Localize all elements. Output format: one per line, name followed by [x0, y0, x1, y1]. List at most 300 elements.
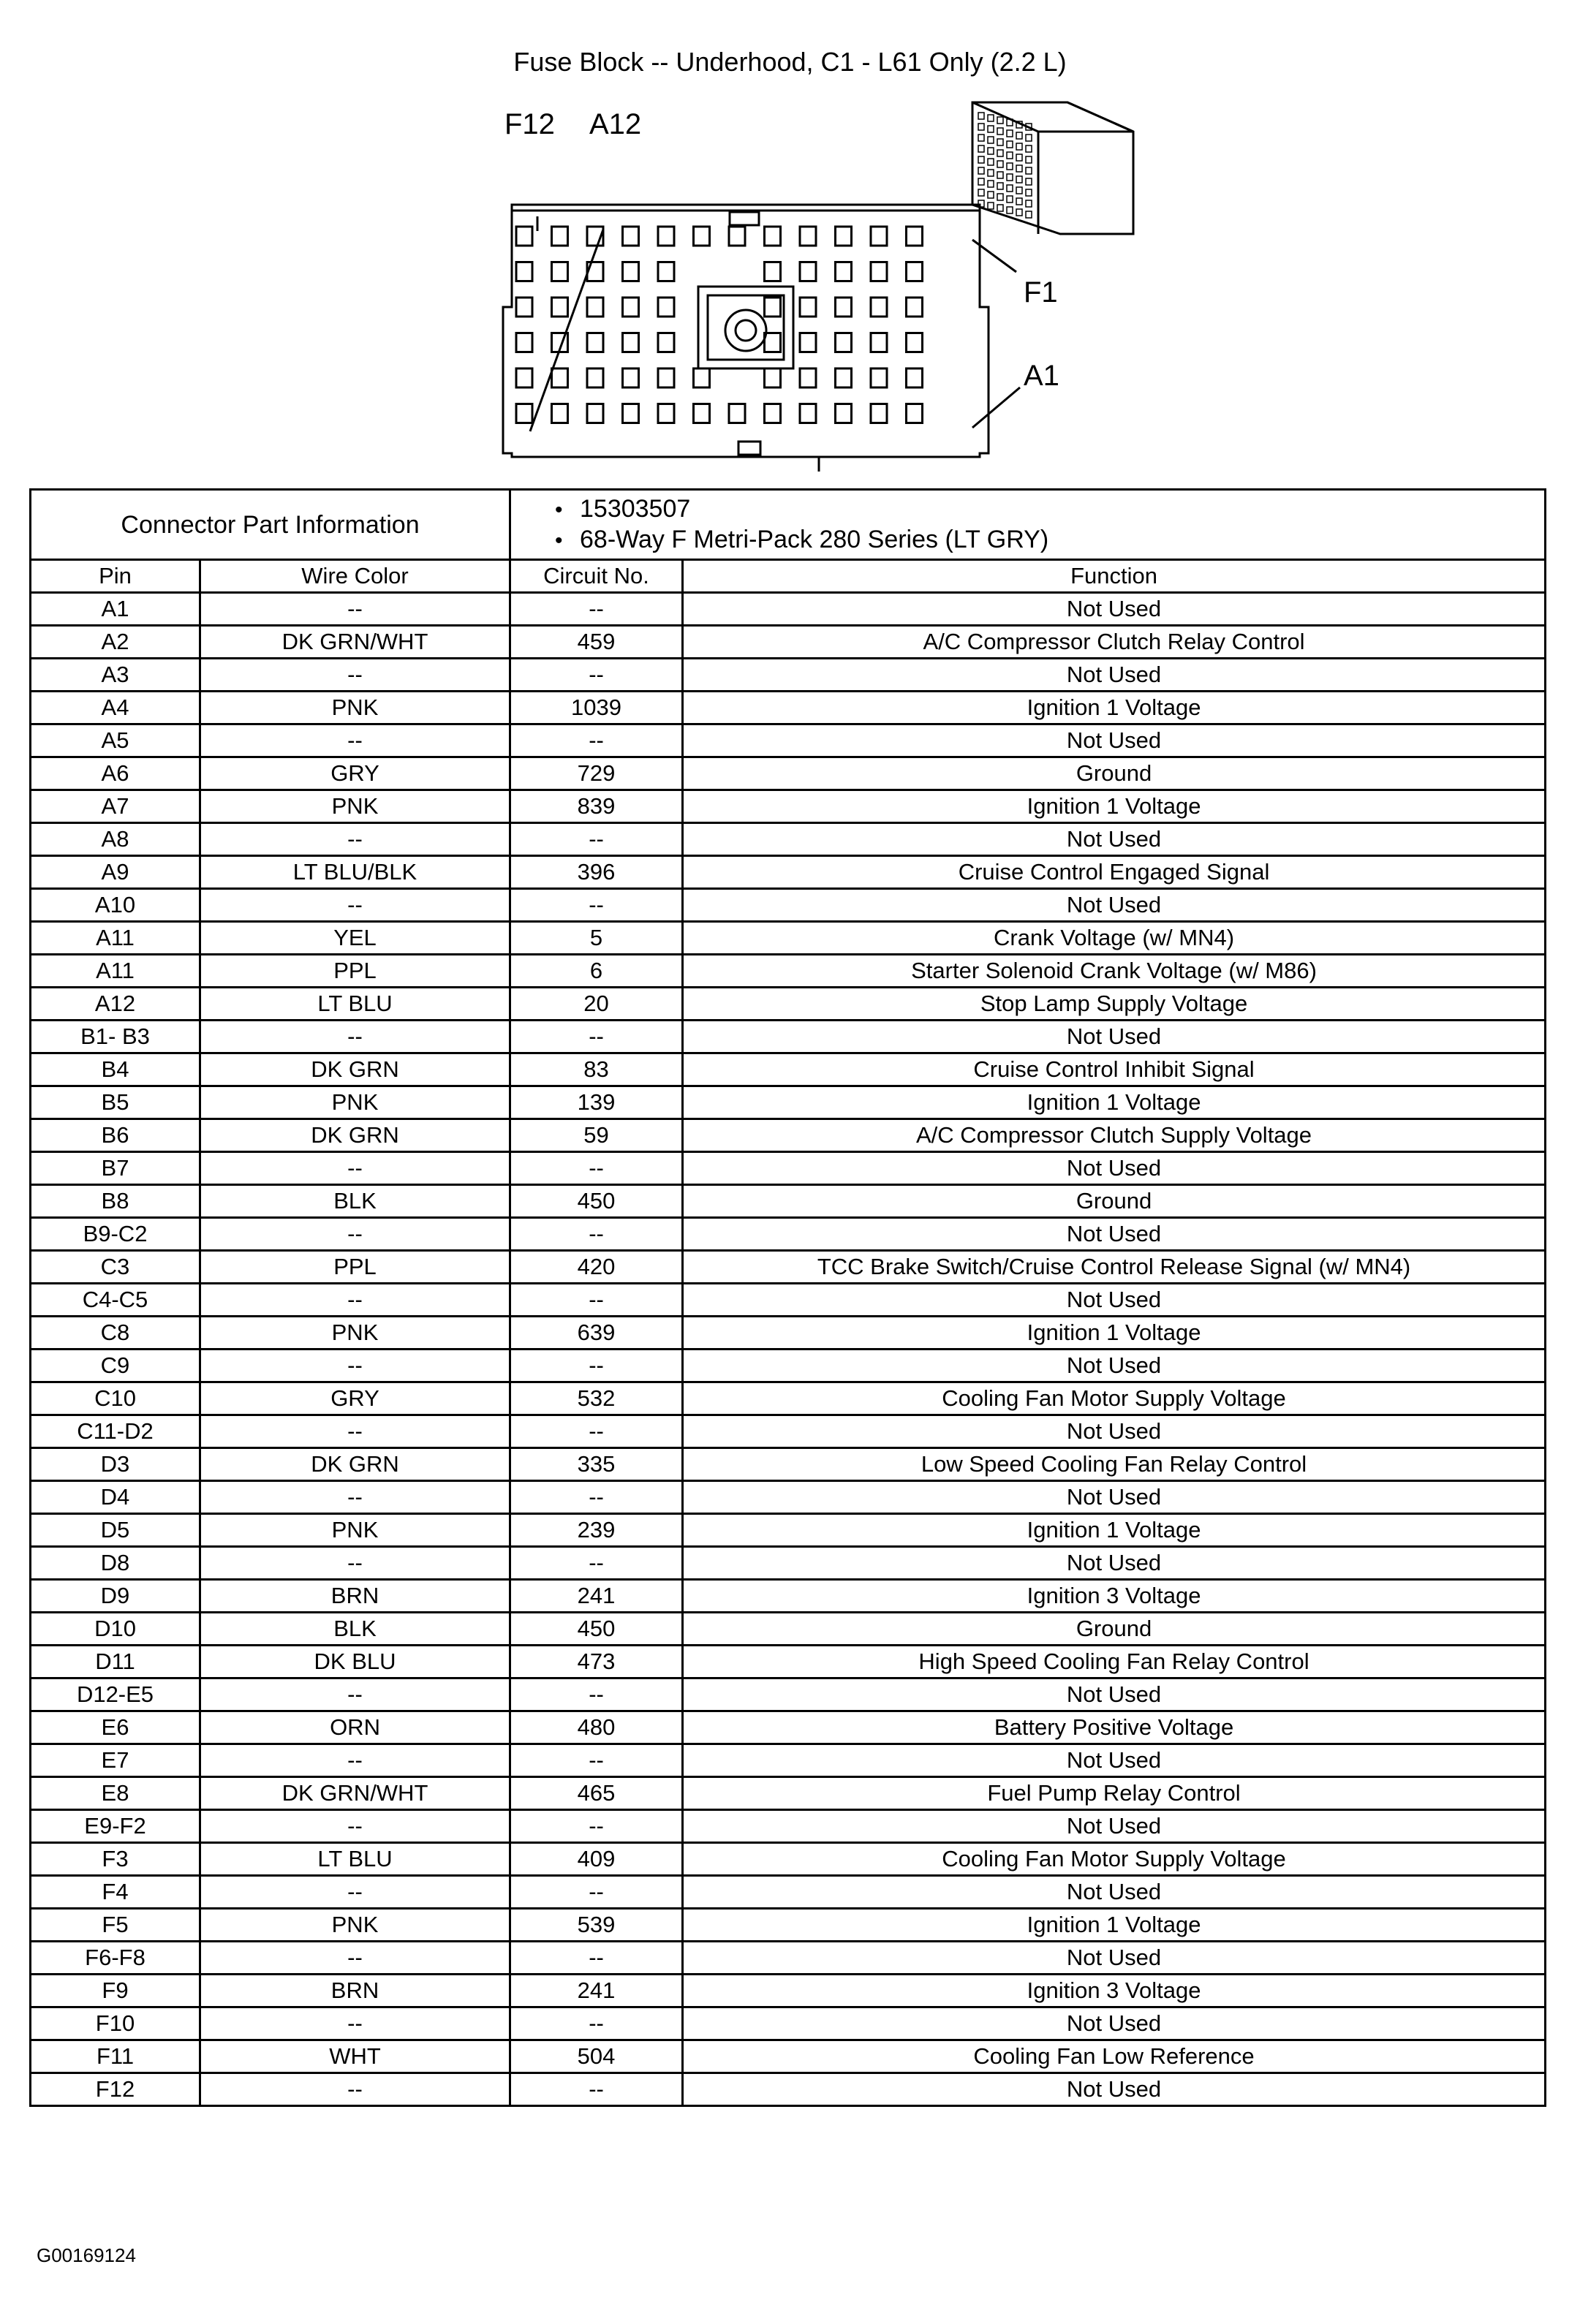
cell-function: Not Used: [683, 889, 1546, 922]
table-row: [31, 1218, 1546, 1251]
cell-circuit-no: 480: [510, 1711, 683, 1744]
table-row: [31, 1481, 1546, 1514]
cell-function: TCC Brake Switch/Cruise Control Release Signal (w/ MN4): [683, 1251, 1546, 1284]
table-row: [31, 1909, 1546, 1942]
cell-wire-color: --: [200, 1350, 510, 1382]
table-row: [31, 1053, 1546, 1086]
pin-cavity: [516, 368, 532, 387]
col-header-circuit-no: Circuit No.: [510, 560, 683, 593]
pin-cavity: [836, 404, 852, 423]
pin-cavity: [623, 262, 639, 281]
cell-wire-color: --: [200, 889, 510, 922]
cell-pin: D5: [31, 1514, 200, 1547]
perspective-cavity: [978, 189, 984, 196]
cell-function: Not Used: [683, 1350, 1546, 1382]
pin-cavity: [694, 404, 710, 423]
cell-wire-color: --: [200, 1942, 510, 1975]
table-row: [31, 955, 1546, 988]
cell-pin: D4: [31, 1481, 200, 1514]
cell-circuit-no: --: [510, 1218, 683, 1251]
table-row: [31, 856, 1546, 889]
cell-function: Ground: [683, 757, 1546, 790]
pin-cavity: [587, 368, 603, 387]
cell-function: Ignition 1 Voltage: [683, 1086, 1546, 1119]
cell-function: A/C Compressor Clutch Relay Control: [683, 626, 1546, 659]
pin-cavity: [871, 368, 887, 387]
cell-pin: A1: [31, 593, 200, 626]
label-a12: A12: [589, 108, 642, 140]
pin-cavity: [907, 262, 923, 281]
cell-function: Not Used: [683, 593, 1546, 626]
label-f1: F1: [1024, 276, 1058, 309]
table-row: [31, 1119, 1546, 1152]
pin-cavity: [658, 298, 674, 317]
perspective-cavity: [978, 113, 984, 119]
perspective-cavity: [997, 172, 1003, 178]
table-row: [31, 889, 1546, 922]
cell-function: Low Speed Cooling Fan Relay Control: [683, 1448, 1546, 1481]
pin-cavity: [658, 368, 674, 387]
table-row: [31, 626, 1546, 659]
cell-function: Not Used: [683, 724, 1546, 757]
cell-function: Crank Voltage (w/ MN4): [683, 922, 1546, 955]
table-row: [31, 1514, 1546, 1547]
cell-function: Ground: [683, 1613, 1546, 1646]
cell-circuit-no: 239: [510, 1514, 683, 1547]
cell-circuit-no: --: [510, 724, 683, 757]
table-row: [31, 1711, 1546, 1744]
pin-cavity: [552, 227, 568, 246]
table-row: [31, 2040, 1546, 2073]
cell-wire-color: --: [200, 724, 510, 757]
cell-circuit-no: 1039: [510, 692, 683, 724]
cell-pin: A4: [31, 692, 200, 724]
cell-wire-color: BRN: [200, 1580, 510, 1613]
part-description: • 68-Way F Metri-Pack 280 Series (LT GRY): [555, 525, 1544, 556]
connector-pinout-table: [29, 488, 1546, 2107]
perspective-cavity: [988, 148, 994, 154]
cell-wire-color: --: [200, 1481, 510, 1514]
cell-circuit-no: 83: [510, 1053, 683, 1086]
cell-function: High Speed Cooling Fan Relay Control: [683, 1646, 1546, 1678]
connector-part-details: [510, 490, 1546, 560]
cell-function: Cooling Fan Motor Supply Voltage: [683, 1382, 1546, 1415]
part-number: • 15303507: [555, 494, 1544, 525]
table-row: [31, 1843, 1546, 1876]
pin-cavity: [516, 227, 532, 246]
cell-wire-color: --: [200, 1415, 510, 1448]
pin-cavity: [871, 227, 887, 246]
cell-circuit-no: 335: [510, 1448, 683, 1481]
cell-wire-color: LT BLU: [200, 988, 510, 1021]
cell-pin: A2: [31, 626, 200, 659]
cell-pin: F10: [31, 2007, 200, 2040]
cell-circuit-no: --: [510, 1678, 683, 1711]
perspective-cavity: [988, 170, 994, 176]
cell-wire-color: --: [200, 1876, 510, 1909]
pin-cavity: [836, 227, 852, 246]
perspective-cavity: [1016, 187, 1022, 194]
perspective-cavity: [1026, 211, 1032, 218]
table-row: [31, 1678, 1546, 1711]
cell-wire-color: LT BLU/BLK: [200, 856, 510, 889]
cell-circuit-no: 59: [510, 1119, 683, 1152]
col-header-pin: Pin: [31, 560, 200, 593]
cell-wire-color: --: [200, 593, 510, 626]
cell-function: Ignition 3 Voltage: [683, 1580, 1546, 1613]
perspective-cavity: [988, 137, 994, 143]
cell-circuit-no: 459: [510, 626, 683, 659]
cell-circuit-no: --: [510, 1481, 683, 1514]
cell-pin: F3: [31, 1843, 200, 1876]
cell-pin: A9: [31, 856, 200, 889]
perspective-cavity: [1026, 200, 1032, 207]
column-header-row: [31, 560, 1546, 593]
cell-circuit-no: --: [510, 889, 683, 922]
cell-function: Ignition 1 Voltage: [683, 1909, 1546, 1942]
perspective-cavity: [978, 124, 984, 130]
cell-function: Not Used: [683, 2073, 1546, 2106]
cell-wire-color: DK GRN: [200, 1053, 510, 1086]
perspective-cavity: [988, 192, 994, 198]
perspective-cavity: [1007, 130, 1013, 137]
cell-pin: A8: [31, 823, 200, 856]
pin-cavity: [800, 333, 816, 352]
cell-pin: F5: [31, 1909, 200, 1942]
table-row: [31, 1284, 1546, 1317]
table-row: [31, 1086, 1546, 1119]
cell-circuit-no: 839: [510, 790, 683, 823]
cell-circuit-no: --: [510, 2007, 683, 2040]
cell-circuit-no: 639: [510, 1317, 683, 1350]
cell-circuit-no: 241: [510, 1580, 683, 1613]
cell-pin: B9-C2: [31, 1218, 200, 1251]
cell-circuit-no: 139: [510, 1086, 683, 1119]
perspective-cavity: [1026, 145, 1032, 152]
table-row: [31, 692, 1546, 724]
cell-function: Not Used: [683, 659, 1546, 692]
cell-circuit-no: 532: [510, 1382, 683, 1415]
connector-perspective-view: [972, 102, 1133, 234]
a1-leader: [972, 387, 1020, 428]
cell-function: Not Used: [683, 1481, 1546, 1514]
cell-wire-color: --: [200, 659, 510, 692]
cell-circuit-no: 409: [510, 1843, 683, 1876]
perspective-cavity: [997, 139, 1003, 145]
table-row: [31, 922, 1546, 955]
cell-pin: C11-D2: [31, 1415, 200, 1448]
pin-cavity: [907, 368, 923, 387]
cell-circuit-no: --: [510, 1021, 683, 1053]
cell-circuit-no: --: [510, 1152, 683, 1185]
pin-cavity: [836, 262, 852, 281]
cell-wire-color: DK GRN/WHT: [200, 1777, 510, 1810]
cell-function: Ignition 1 Voltage: [683, 692, 1546, 724]
cell-wire-color: WHT: [200, 2040, 510, 2073]
cell-wire-color: PNK: [200, 1317, 510, 1350]
table-row: [31, 1942, 1546, 1975]
cell-pin: D8: [31, 1547, 200, 1580]
cell-circuit-no: --: [510, 1284, 683, 1317]
cell-pin: F4: [31, 1876, 200, 1909]
table-row: [31, 1350, 1546, 1382]
cell-wire-color: BLK: [200, 1613, 510, 1646]
perspective-cavity: [1016, 165, 1022, 172]
pin-cavity: [658, 404, 674, 423]
perspective-cavity: [978, 156, 984, 163]
perspective-cavity: [1007, 174, 1013, 181]
perspective-cavity: [978, 145, 984, 152]
perspective-cavity: [1016, 209, 1022, 216]
cell-pin: B1- B3: [31, 1021, 200, 1053]
pin-cavity: [765, 368, 781, 387]
pin-cavity: [516, 262, 532, 281]
cell-wire-color: GRY: [200, 1382, 510, 1415]
cell-pin: A5: [31, 724, 200, 757]
cell-pin: A10: [31, 889, 200, 922]
cell-circuit-no: --: [510, 1942, 683, 1975]
cell-circuit-no: --: [510, 1744, 683, 1777]
cell-wire-color: --: [200, 2073, 510, 2106]
pin-cavity: [800, 227, 816, 246]
table-row: [31, 1021, 1546, 1053]
table-row: [31, 593, 1546, 626]
table-row: [31, 1975, 1546, 2007]
cell-pin: A11: [31, 955, 200, 988]
cell-circuit-no: --: [510, 2073, 683, 2106]
cell-pin: A11: [31, 922, 200, 955]
cell-function: Not Used: [683, 1547, 1546, 1580]
cell-function: Ignition 1 Voltage: [683, 1317, 1546, 1350]
perspective-cavity: [1026, 135, 1032, 141]
cell-function: Cooling Fan Motor Supply Voltage: [683, 1843, 1546, 1876]
perspective-cavity: [978, 167, 984, 174]
pin-cavity: [907, 227, 923, 246]
cell-pin: D10: [31, 1613, 200, 1646]
cell-function: Battery Positive Voltage: [683, 1711, 1546, 1744]
cell-circuit-no: 20: [510, 988, 683, 1021]
table-row: [31, 1810, 1546, 1843]
pin-cavity: [516, 404, 532, 423]
table-row: [31, 1613, 1546, 1646]
cell-function: Ignition 1 Voltage: [683, 1514, 1546, 1547]
cell-circuit-no: 420: [510, 1251, 683, 1284]
pin-cavity: [871, 333, 887, 352]
cell-function: Not Used: [683, 1942, 1546, 1975]
cell-circuit-no: 396: [510, 856, 683, 889]
cell-wire-color: YEL: [200, 922, 510, 955]
cell-wire-color: --: [200, 1021, 510, 1053]
cell-wire-color: --: [200, 1810, 510, 1843]
cell-wire-color: PNK: [200, 1909, 510, 1942]
pin-cavity: [587, 333, 603, 352]
cell-pin: C4-C5: [31, 1284, 200, 1317]
connector-diagram: [0, 88, 1580, 482]
cell-pin: E7: [31, 1744, 200, 1777]
perspective-cavity: [978, 178, 984, 185]
table-row: [31, 1646, 1546, 1678]
table-row: [31, 1415, 1546, 1448]
cell-wire-color: BLK: [200, 1185, 510, 1218]
cell-function: Not Used: [683, 1678, 1546, 1711]
cell-circuit-no: --: [510, 1547, 683, 1580]
cell-wire-color: DK GRN: [200, 1119, 510, 1152]
cell-circuit-no: --: [510, 1876, 683, 1909]
perspective-cavity: [997, 183, 1003, 189]
pin-cavity: [907, 298, 923, 317]
pin-cavity: [871, 262, 887, 281]
cell-pin: B6: [31, 1119, 200, 1152]
perspective-cavity: [1007, 196, 1013, 203]
connector-header-row: [31, 490, 1546, 560]
cell-wire-color: GRY: [200, 757, 510, 790]
cell-circuit-no: 450: [510, 1185, 683, 1218]
connector-part-info-label: Connector Part Information: [31, 490, 510, 560]
cell-circuit-no: 241: [510, 1975, 683, 2007]
table-row: [31, 1547, 1546, 1580]
table-row: [31, 757, 1546, 790]
cell-pin: C3: [31, 1251, 200, 1284]
pin-cavity: [729, 227, 745, 246]
perspective-cavity: [1016, 176, 1022, 183]
cell-wire-color: PPL: [200, 955, 510, 988]
center-post-frame: [698, 287, 793, 368]
cell-circuit-no: --: [510, 1810, 683, 1843]
cell-function: Fuel Pump Relay Control: [683, 1777, 1546, 1810]
perspective-cavity: [1007, 207, 1013, 213]
pin-cavity: [836, 333, 852, 352]
cell-wire-color: PNK: [200, 1514, 510, 1547]
pin-cavity: [658, 262, 674, 281]
pin-cavity: [623, 333, 639, 352]
cell-pin: F12: [31, 2073, 200, 2106]
cell-function: Not Used: [683, 2007, 1546, 2040]
perspective-cavity: [1016, 198, 1022, 205]
table-row: [31, 724, 1546, 757]
cell-circuit-no: 6: [510, 955, 683, 988]
cell-pin: D11: [31, 1646, 200, 1678]
pin-cavity: [552, 298, 568, 317]
cell-function: Ground: [683, 1185, 1546, 1218]
cell-pin: E8: [31, 1777, 200, 1810]
cell-pin: C9: [31, 1350, 200, 1382]
cell-circuit-no: 539: [510, 1909, 683, 1942]
cell-wire-color: PNK: [200, 790, 510, 823]
pin-cavity: [836, 368, 852, 387]
pin-cavity: [765, 298, 781, 317]
cell-pin: B7: [31, 1152, 200, 1185]
table-row: [31, 1251, 1546, 1284]
pin-cavity: [871, 298, 887, 317]
pin-cavity: [552, 404, 568, 423]
cell-circuit-no: 504: [510, 2040, 683, 2073]
pin-cavity: [694, 368, 710, 387]
bottom-latch: [738, 442, 760, 455]
pin-cavity: [516, 333, 532, 352]
cell-wire-color: --: [200, 1744, 510, 1777]
perspective-cavity: [1026, 167, 1032, 174]
pin-cavity: [907, 404, 923, 423]
cell-function: Not Used: [683, 1021, 1546, 1053]
cell-pin: B5: [31, 1086, 200, 1119]
table-row: [31, 1744, 1546, 1777]
pin-cavity: [800, 298, 816, 317]
cell-circuit-no: 729: [510, 757, 683, 790]
perspective-cavity: [1016, 154, 1022, 161]
cell-wire-color: ORN: [200, 1711, 510, 1744]
cell-pin: F6-F8: [31, 1942, 200, 1975]
perspective-cavity: [1026, 189, 1032, 196]
top-latch: [730, 212, 759, 225]
col-header-function: Function: [683, 560, 1546, 593]
label-a1: A1: [1024, 360, 1059, 392]
table-row: [31, 1777, 1546, 1810]
perspective-cavity: [997, 128, 1003, 135]
perspective-cavity: [997, 117, 1003, 124]
cell-circuit-no: 5: [510, 922, 683, 955]
pin-cavity: [552, 262, 568, 281]
cell-pin: D3: [31, 1448, 200, 1481]
cell-function: Starter Solenoid Crank Voltage (w/ M86): [683, 955, 1546, 988]
col-header-wire-color: Wire Color: [200, 560, 510, 593]
perspective-cavity: [997, 205, 1003, 211]
pin-cavity: [765, 333, 781, 352]
pin-cavity-grid: [516, 227, 923, 423]
table-row: [31, 1448, 1546, 1481]
table-row: [31, 790, 1546, 823]
cell-function: Cooling Fan Low Reference: [683, 2040, 1546, 2073]
cell-pin: B4: [31, 1053, 200, 1086]
table-row: [31, 1317, 1546, 1350]
cell-function: Not Used: [683, 823, 1546, 856]
pin-cavity: [836, 298, 852, 317]
table-row: [31, 659, 1546, 692]
pin-cavity: [729, 404, 745, 423]
cell-function: Ignition 1 Voltage: [683, 790, 1546, 823]
perspective-cavity: [1026, 156, 1032, 163]
cell-pin: A3: [31, 659, 200, 692]
cell-function: Stop Lamp Supply Voltage: [683, 988, 1546, 1021]
pin-cavity: [552, 368, 568, 387]
pin-cavity: [694, 227, 710, 246]
table-row: [31, 1876, 1546, 1909]
pin-cavity: [765, 227, 781, 246]
perspective-cavity: [997, 150, 1003, 156]
cell-function: Ignition 3 Voltage: [683, 1975, 1546, 2007]
pin-cavity: [516, 298, 532, 317]
cell-pin: B8: [31, 1185, 200, 1218]
cell-wire-color: DK GRN: [200, 1448, 510, 1481]
cell-function: Cruise Control Inhibit Signal: [683, 1053, 1546, 1086]
table-row: [31, 1382, 1546, 1415]
cell-wire-color: DK GRN/WHT: [200, 626, 510, 659]
pin-cavity: [800, 262, 816, 281]
perspective-cavity: [1007, 141, 1013, 148]
perspective-cavity: [1007, 152, 1013, 159]
cell-wire-color: BRN: [200, 1975, 510, 2007]
cell-wire-color: PNK: [200, 1086, 510, 1119]
pin-cavity: [623, 227, 639, 246]
table-row: [31, 1152, 1546, 1185]
cell-function: Not Used: [683, 1810, 1546, 1843]
cell-function: A/C Compressor Clutch Supply Voltage: [683, 1119, 1546, 1152]
cell-pin: A7: [31, 790, 200, 823]
table-row: [31, 1185, 1546, 1218]
cell-wire-color: DK BLU: [200, 1646, 510, 1678]
cell-wire-color: LT BLU: [200, 1843, 510, 1876]
a12-leader: [530, 230, 603, 431]
perspective-cavity: [988, 126, 994, 132]
